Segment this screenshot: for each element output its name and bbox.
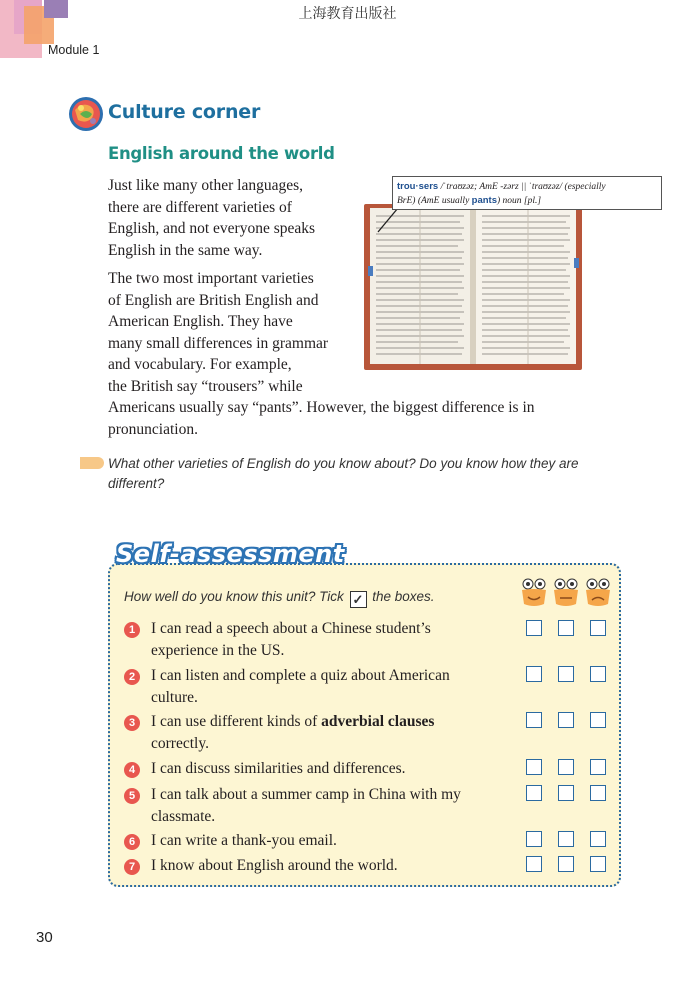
item-line: I can discuss similarities and differences.: [151, 760, 406, 777]
checkbox-sad[interactable]: [590, 785, 606, 801]
happy-face-icon: [520, 578, 548, 608]
usage-note: BrE) (AmE usually: [397, 196, 472, 206]
checkbox-neutral[interactable]: [558, 759, 574, 775]
checkbox-sad[interactable]: [590, 856, 606, 872]
checkbox-happy[interactable]: [526, 856, 542, 872]
checkbox-sad[interactable]: [590, 666, 606, 682]
assessment-item-4: [151, 758, 511, 780]
item-line: I know about English around the world.: [151, 857, 398, 874]
assessment-item-1: [151, 618, 511, 661]
text-line: there are different varieties of: [108, 198, 292, 216]
self-assessment-prompt: [124, 589, 435, 608]
checkbox-happy[interactable]: [526, 712, 542, 728]
item-line: experience in the US.: [151, 641, 285, 659]
checkbox-neutral[interactable]: [558, 856, 574, 872]
checkbox-neutral[interactable]: [558, 831, 574, 847]
item-number: 2: [124, 669, 140, 685]
checkbox-sad[interactable]: [590, 831, 606, 847]
assessment-item-6: [151, 830, 511, 852]
item-line: correctly.: [151, 734, 209, 752]
pronunciation: /ˈtraʊzəz; AmE -zərz || ˈtraʊzəz/ (especially: [438, 182, 606, 192]
checkbox-happy[interactable]: [526, 831, 542, 847]
part-of-speech: ) noun [pl.]: [497, 196, 542, 206]
item-line: I can talk about a summer camp in China with my: [151, 786, 461, 803]
assessment-item-2: [151, 665, 511, 708]
checkbox-happy[interactable]: [526, 620, 542, 636]
checkbox-happy[interactable]: [526, 666, 542, 682]
checkbox-sad[interactable]: [590, 712, 606, 728]
paragraph-1: [108, 175, 315, 261]
checkbox-happy[interactable]: [526, 785, 542, 801]
checkbox-sad[interactable]: [590, 759, 606, 775]
text-line: The two most important varieties: [108, 270, 314, 287]
prompt-text: the boxes.: [372, 589, 435, 604]
item-line: [151, 711, 511, 733]
tick-example-icon: ✓: [350, 591, 367, 608]
dictionary-entry-callout: [392, 176, 662, 210]
item-number: 6: [124, 834, 140, 850]
checkbox-neutral[interactable]: [558, 620, 574, 636]
item-line: I can write a thank-you email.: [151, 832, 337, 849]
culture-corner-globe-icon: [68, 96, 104, 132]
section-title: Culture corner: [108, 101, 261, 123]
item-line: culture.: [151, 688, 198, 706]
self-assessment-title: Self-assessment: [116, 540, 345, 568]
discussion-question: What other varieties of English do you know about? Do you know how they are different?: [108, 456, 579, 491]
item-line: classmate.: [151, 807, 216, 825]
headword: trou·sers: [397, 181, 439, 192]
assessment-item-3: [151, 711, 511, 754]
checkbox-neutral[interactable]: [558, 712, 574, 728]
question-marker: [80, 457, 104, 469]
checkbox-happy[interactable]: [526, 759, 542, 775]
article-heading: English around the world: [108, 144, 335, 163]
item-bold-text: adverbial clauses: [321, 713, 435, 730]
checkbox-neutral[interactable]: [558, 785, 574, 801]
text-line: pronunciation.: [108, 420, 198, 438]
text-line: American English. They have: [108, 313, 293, 330]
module-label: Module 1: [48, 43, 100, 57]
pants-word: pants: [471, 195, 498, 206]
assessment-item-7: [151, 855, 511, 877]
text-line: English, and not everyone speaks: [108, 220, 316, 237]
text-line: and vocabulary. For example,: [108, 356, 292, 373]
text-line: Americans usually say “pants”. However, the biggest difference is in: [108, 399, 535, 416]
item-number: 4: [124, 762, 140, 778]
item-number: 7: [124, 859, 140, 875]
page-number: 30: [36, 929, 53, 946]
text-line: English in the same way.: [108, 241, 263, 259]
checkbox-sad[interactable]: [590, 620, 606, 636]
item-line: I can listen and complete a quiz about American: [151, 667, 450, 684]
item-number: 1: [124, 622, 140, 638]
sad-face-icon: [584, 578, 612, 608]
publisher-name: 上海教育出版社: [298, 6, 397, 22]
item-number: 5: [124, 788, 140, 804]
text-line: Just like many other languages,: [108, 177, 303, 194]
prompt-text: How well do you know this unit? Tick: [124, 589, 344, 604]
dictionary-entry-line-1: [397, 180, 657, 194]
text-line: of English are British English and: [108, 291, 319, 309]
dictionary-entry-line-2: [397, 194, 657, 208]
item-number: 3: [124, 715, 140, 731]
assessment-item-5: [151, 784, 511, 827]
text-line: the British say “trousers” while: [108, 377, 303, 395]
text-line: many small differences in grammar: [108, 334, 329, 352]
neutral-face-icon: [552, 578, 580, 608]
checkbox-neutral[interactable]: [558, 666, 574, 682]
item-line: I can read a speech about a Chinese student’s: [151, 620, 431, 637]
item-text: I can use different kinds of: [151, 713, 322, 730]
